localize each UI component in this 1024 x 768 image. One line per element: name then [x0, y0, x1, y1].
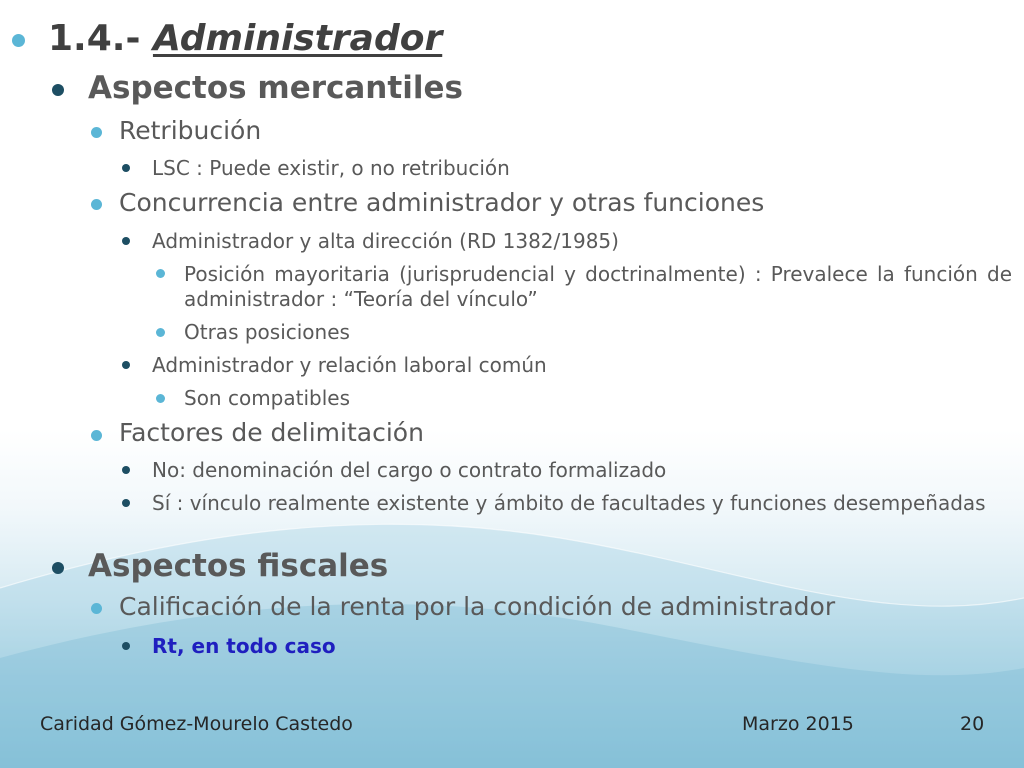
bullet-icon — [52, 562, 64, 574]
bullet-icon — [122, 237, 130, 245]
bullet-icon — [91, 127, 102, 138]
title-word: Administrador — [152, 18, 443, 59]
bullet-icon — [156, 328, 165, 337]
bullet-icon — [156, 394, 165, 403]
bullet-icon — [122, 499, 130, 507]
title-number: 1.4.- — [48, 18, 153, 59]
heading-fiscales: Aspectos fiscales — [88, 548, 389, 584]
footer-date: Marzo 2015 — [742, 713, 854, 735]
bullet-icon — [122, 361, 130, 369]
slide-content: 1.4.- Administrador Aspectos mercantiles Retribución LSC : Puede existir, o no retribución Concurrencia entre administrador y otras funciones Administrador y alta dirección (RD 1382/1985) Posición mayoritaria (jurisprudencial y doctrinalmente) : Prevalece la función de administrador : “Teoría del vínculo” Otras posiciones Administrador y relación laboral común Son compatibles Factores de delimitación No: denominación del cargo o contrato formalizado Sí : vínculo realmente existente y ámbito de facultades y funciones desempeñadas Aspectos fiscales Calificación de la renta por la condición de administrador Rt, en todo caso Caridad Gómez-Mourelo Castedo Marzo 2015 20 — [0, 0, 1024, 768]
bullet-icon — [91, 430, 102, 441]
heading-mercantiles: Aspectos mercantiles — [88, 70, 463, 106]
bullet-icon — [122, 164, 130, 172]
bullet-icon — [91, 199, 102, 210]
bullet-icon — [52, 84, 64, 96]
slide-number: 20 — [960, 713, 985, 735]
bullet-icon — [12, 34, 25, 47]
bullet-icon — [122, 466, 130, 474]
bullet-icon — [122, 642, 130, 650]
bullet-icon — [156, 269, 165, 278]
bullet-icon — [91, 603, 102, 614]
footer-author: Caridad Gómez-Mourelo Castedo — [40, 713, 353, 735]
